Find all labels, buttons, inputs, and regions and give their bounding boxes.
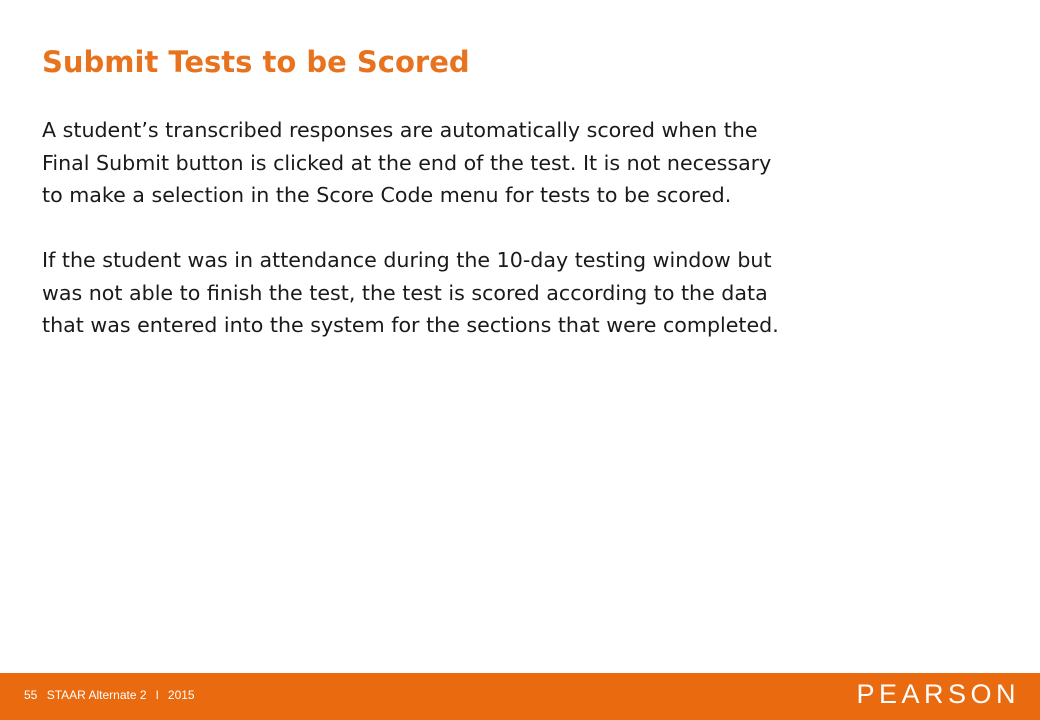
page-number: 55 [24,688,38,702]
slide-title: Submit Tests to be Scored [42,45,470,79]
paragraph-2-line-3: that was entered into the system for the sections that were completed. [42,313,779,337]
footer-doc-title: STAAR Alternate 2 [46,688,147,702]
paragraph-1-line-3: to make a selection in the Score Code menu for tests to be scored. [42,183,732,207]
paragraph-2 [42,244,1022,342]
paragraph-2-line-1: If the student was in attendance during the 10-day testing window but [42,248,772,272]
paragraph-2-line-2: was not able to finish the test, the test is scored according to the data [42,280,768,305]
footer-year: 2015 [167,688,195,702]
paragraph-1 [42,114,1022,212]
footer-bar [0,673,1040,720]
paragraph-1-line-2: Final Submit button is clicked at the end of the test. It is not necessary [42,150,772,175]
footer-info [24,687,201,703]
slide-body [42,114,1022,342]
paragraph-1-line-1: A student’s transcribed responses are automatically scored when the [42,118,758,142]
footer-separator: l [155,688,159,702]
pearson-logo: PEARSON [856,679,1020,709]
